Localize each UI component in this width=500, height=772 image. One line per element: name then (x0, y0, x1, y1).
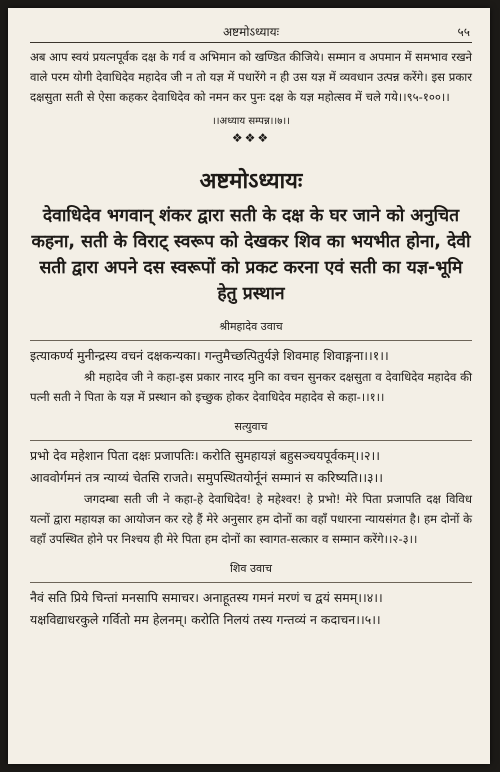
chapter-subtitle: देवाधिदेव भगवान् शंकर द्वारा सती के दक्ष के घर जाने को अनुचित कहना, सती के विराट् स्वरूप को देखकर शिव का भयभीत होना, देवी सती द्वारा अपने दस स्वरूपों को प्रकट करना एवं सती का यज्ञ-भूमि हेतु प्रस्थान (31, 206, 471, 304)
verse-line: प्रभो देव महेशान पिता दक्षः प्रजापतिः। करोति सुमहायज्ञं बहुसञ्चयपूर्वकम्।।२।। (30, 448, 380, 463)
speaker-label: शिव उवाच (230, 562, 272, 575)
intro-paragraph: अब आप स्वयं प्रयत्नपूर्वक दक्ष के गर्व व अभिमान को खण्डित कीजिये। सम्मान व अपमान में समभाव रखने वाले परम योगी देवाधिदेव महादेव जी न तो यज्ञ में पधारेंगे न ही उस यज्ञ में व्यवधान उत्पन्न करेंगे। इस प्रकार दक्षसुता सती से ऐसा कहकर देवाधिदेव को नमन कर पुनः दक्ष के यज्ञ महोत्सव में चले गये।।९५-१००।। (30, 50, 472, 104)
speaker-label: सत्युवाच (234, 420, 268, 433)
verse-line: यक्षविद्याधरकुले गर्वितो मम हेलनम्। करोति निलयं तस्य गन्तव्यं न कदाचन।।५।। (30, 612, 381, 627)
ornament: ❖❖❖ (231, 131, 271, 145)
running-header (30, 8, 472, 43)
verse-line: इत्याकर्ण्य मुनीन्द्रस्य वचनं दक्षकन्यका। गन्तुमैच्छत्पितुर्यज्ञे शिवमाह शिवाङ्गना।।१।। (30, 348, 389, 363)
translation-paragraph: जगदम्बा सती जी ने कहा-हे देवाधिदेव! हे महेश्वर! हे प्रभो! मेरे पिता प्रजापति दक्ष विविध यत्नों द्वारा महायज्ञ का आयोजन कर रहे हैं मेरे अनुसार हम दोनों का वहाँ पधारना न्यायसंगत है। हम दोनों के वहाँ उपस्थित होने पर निश्चय ही मेरे पिता हम दोनों का स्वागत-सत्कार व सम्मान करेंगे।।२-३।। (30, 492, 472, 546)
chapter-end-marker: ।।अध्याय सम्पन्न।।७।। (211, 116, 291, 127)
divider (30, 340, 472, 341)
speaker-label: श्रीमहादेव उवाच (219, 320, 283, 333)
chapter-title: अष्टमोऽध्यायः (199, 169, 303, 194)
divider (30, 582, 472, 583)
verse-line: आववोर्गमनं तत्र न्याय्यं चेतसि राजते। समुपस्थितयोर्नूनं सम्मानं स करिष्यति।।३।। (30, 470, 384, 485)
page-number: ५५ (457, 25, 470, 39)
book-page (8, 8, 490, 764)
translation-paragraph: श्री महादेव जी ने कहा-इस प्रकार नारद मुनि का वचन सुनकर दक्षसुता व देवाधिदेव महादेव की पत्नी सती ने पिता के यज्ञ में प्रस्थान को इच्छुक होकर देवाधिदेव महादेव से कहा-।।१।। (30, 370, 472, 404)
verse-line: नैवं सति प्रिये चिन्तां मनसापि समाचर। अनाहूतस्य गमनं मरणं च द्वयं समम्।।४।। (30, 590, 383, 605)
divider (30, 440, 472, 441)
running-title: अष्टमोऽध्यायः (222, 25, 280, 39)
